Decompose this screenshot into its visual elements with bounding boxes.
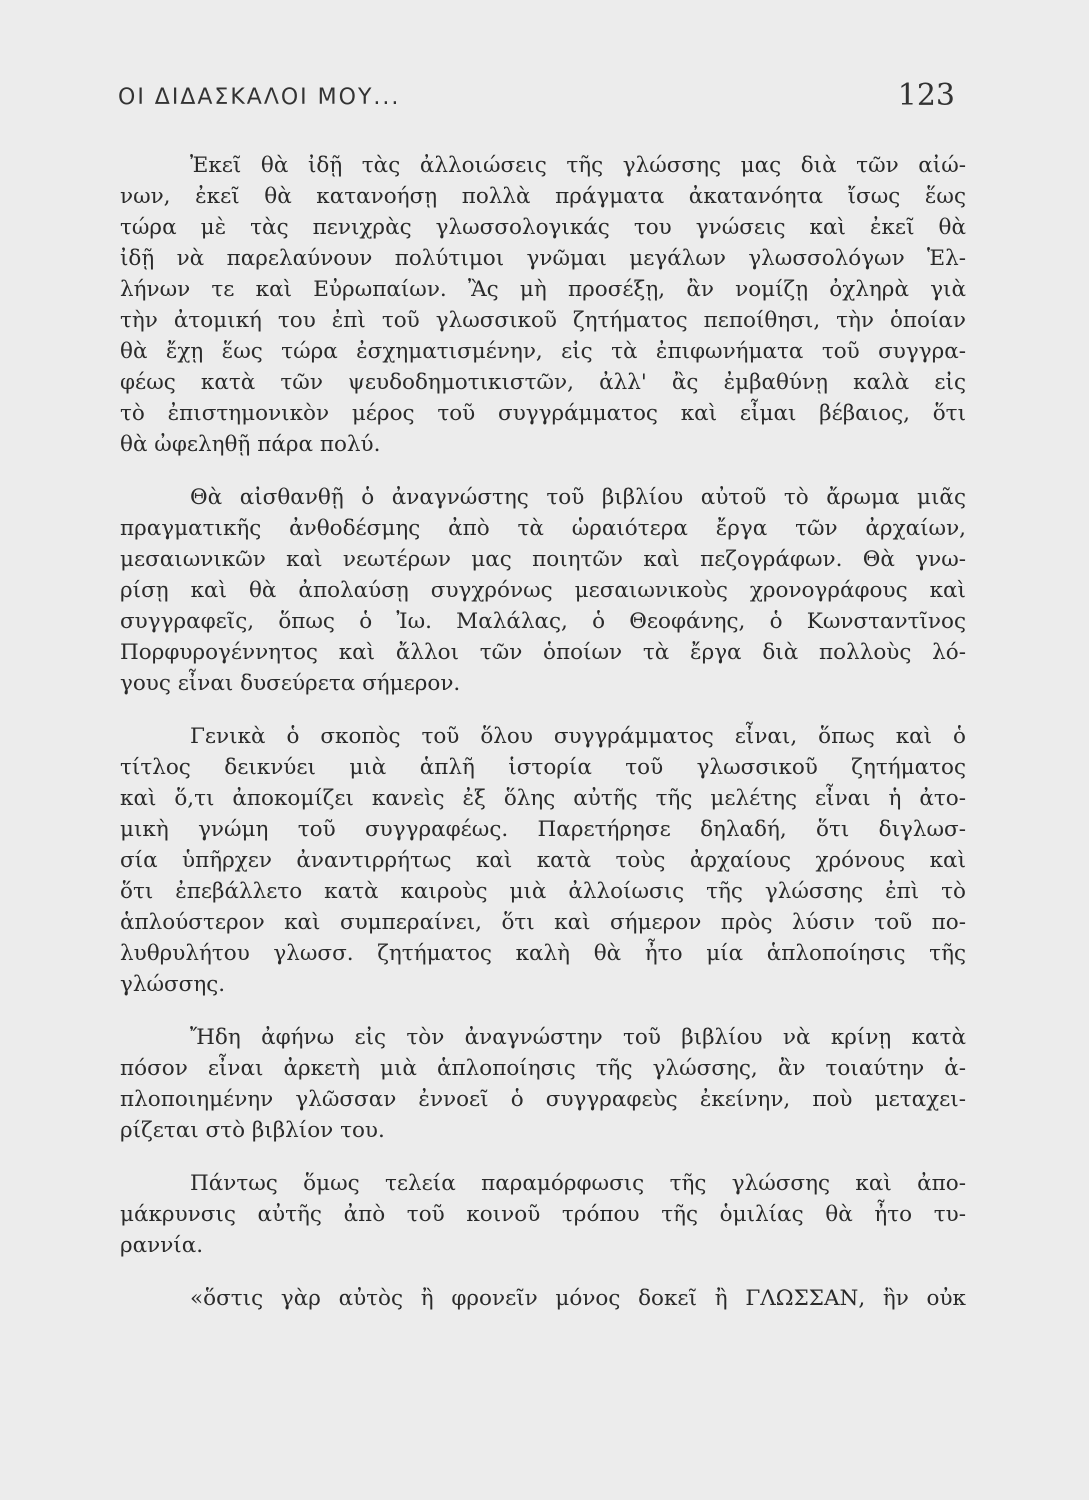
text-line: «ὅστις γὰρ αὐτὸς ἢ φρονεῖν μόνος δοκεῖ ἢ ΓΛΩΣΣΑΝ, ἣν οὐκ [190,1286,966,1311]
text-line: Γενικὰ ὁ σκοπὸς τοῦ ὅλου συγγράμματος εἶναι, ὅπως καὶ ὁ [190,724,966,749]
paragraph [120,1022,966,1146]
text-line: τίτλος δεικνύει μιὰ ἁπλῆ ἱστορία τοῦ γλωσσικοῦ ζητήματος [120,755,966,780]
text-line: Ἤδη ἀφήνω εἰς τὸν ἀναγνώστην τοῦ βιβλίου νὰ κρίνῃ κατὰ [190,1025,966,1050]
text-line: ἁπλούστερον καὶ συμπεραίνει, ὅτι καὶ σήμερον πρὸς λύσιν τοῦ πο- [120,910,966,935]
paragraph [120,1168,966,1261]
text-line: Πάντως ὅμως τελεία παραμόρφωσις τῆς γλώσσης καὶ ἀπο- [190,1171,966,1196]
body-text [120,150,966,1314]
text-line: καὶ ὅ,τι ἀποκομίζει κανεὶς ἐξ ὅλης αὐτῆς τῆς μελέτης εἶναι ἡ ἀτο- [120,786,966,811]
paragraph [120,150,966,460]
text-line: θὰ ἔχῃ ἕως τώρα ἐσχηματισμένην, εἰς τὰ ἐπιφωνήματα τοῦ συγγρα- [120,339,966,364]
text-line: συγγραφεῖς, ὅπως ὁ Ἰω. Μαλάλας, ὁ Θεοφάνης, ὁ Κωνσταντῖνος [120,609,966,634]
text-line: μικὴ γνώμη τοῦ συγγραφέως. Παρετήρησε δηλαδή, ὅτι διγλωσ- [120,817,966,842]
text-line: πλοποιημένην γλῶσσαν ἐννοεῖ ὁ συγγραφεὺς ἐκείνην, ποὺ μεταχει- [120,1087,966,1112]
text-line: τὴν ἀτομική του ἐπὶ τοῦ γλωσσικοῦ ζητήματος πεποίθησι, τὴν ὁποίαν [120,308,966,333]
text-line: μάκρυνσις αὐτῆς ἀπὸ τοῦ κοινοῦ τρόπου τῆς ὁμιλίας θὰ ἦτο τυ- [120,1202,966,1227]
paragraph [120,1283,966,1314]
text-line: ὅτι ἐπεβάλλετο κατὰ καιροὺς μιὰ ἀλλοίωσις τῆς γλώσσης ἐπὶ τὸ [120,879,966,904]
text-line: γλώσσης. [120,972,226,997]
page-number: 123 [897,78,955,113]
text-line: Θὰ αἰσθανθῇ ὁ ἀναγνώστης τοῦ βιβλίου αὐτοῦ τὸ ἄρωμα μιᾶς [190,485,966,510]
paragraph [120,482,966,699]
text-line: σία ὑπῆρχεν ἀναντιρρήτως καὶ κατὰ τοὺς ἀρχαίους χρόνους καὶ [120,848,966,873]
text-line: νων, ἐκεῖ θὰ κατανοήσῃ πολλὰ πράγματα ἀκατανόητα ἴσως ἕως [120,184,966,209]
text-line: πόσον εἶναι ἀρκετὴ μιὰ ἁπλοποίησις τῆς γλώσσης, ἂν τοιαύτην ἁ- [120,1056,966,1081]
text-line: ρίσῃ καὶ θὰ ἀπολαύσῃ συγχρόνως μεσαιωνικοὺς χρονογράφους καὶ [120,578,966,603]
text-line: ρίζεται στὸ βιβλίον του. [120,1118,385,1143]
running-head: ΟΙ ΔΙΔΑΣΚΑΛΟΙ ΜΟΥ... [118,85,401,110]
text-line: ραννία. [120,1233,204,1258]
text-line: λυθρυλήτου γλωσσ. ζητήματος καλὴ θὰ ἦτο μία ἁπλοποίησις τῆς [120,941,966,966]
text-line: τώρα μὲ τὰς πενιχρὰς γλωσσολογικάς του γνώσεις καὶ ἐκεῖ θὰ [120,215,966,240]
text-line: μεσαιωνικῶν καὶ νεωτέρων μας ποιητῶν καὶ πεζογράφων. Θὰ γνω- [120,547,966,572]
text-line: ἰδῇ νὰ παρελαύνουν πολύτιμοι γνῶμαι μεγάλων γλωσσολόγων Ἑλ- [120,246,966,271]
text-line: τὸ ἐπιστημονικὸν μέρος τοῦ συγγράμματος καὶ εἶμαι βέβαιος, ὅτι [120,401,966,426]
paragraph [120,721,966,1000]
text-line: θὰ ὠφεληθῇ πάρα πολύ. [120,432,381,457]
text-line: γους εἶναι δυσεύρετα σήμερον. [120,671,461,696]
text-line: Ἐκεῖ θὰ ἰδῇ τὰς ἀλλοιώσεις τῆς γλώσσης μας διὰ τῶν αἰώ- [190,153,966,178]
text-line: λήνων τε καὶ Εὐρωπαίων. Ἂς μὴ προσέξῃ, ἂν νομίζῃ ὀχληρὰ γιὰ [120,277,966,302]
text-line: φέως κατὰ τῶν ψευδοδημοτικιστῶν, ἀλλ' ἂς ἐμβαθύνῃ καλὰ εἰς [120,370,966,395]
text-line: πραγματικῆς ἀνθοδέσμης ἀπὸ τὰ ὡραιότερα ἔργα τῶν ἀρχαίων, [120,516,966,541]
text-line: Πορφυρογέννητος καὶ ἄλλοι τῶν ὁποίων τὰ ἔργα διὰ πολλοὺς λό- [120,640,966,665]
